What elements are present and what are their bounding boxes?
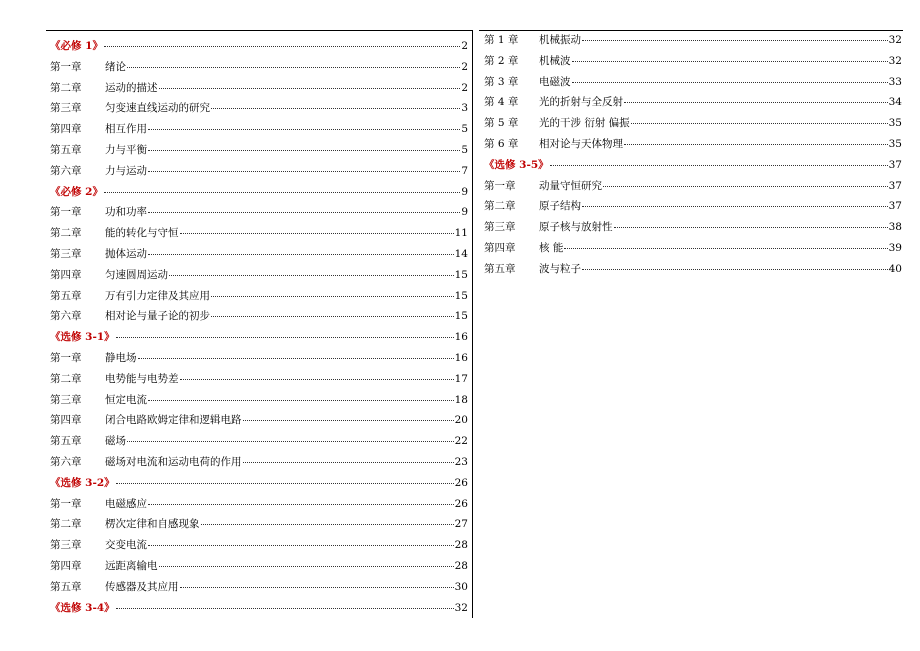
toc-section-entry[interactable] [484, 155, 902, 176]
chapter-title: 抛体运动 [105, 247, 147, 260]
toc-left-column [50, 36, 468, 618]
dot-leader [201, 524, 454, 525]
chapter-number: 第一章 [50, 206, 82, 219]
dot-leader [169, 275, 454, 276]
dot-leader [148, 504, 454, 505]
page-number: 23 [454, 455, 468, 468]
page-number: 26 [454, 476, 468, 489]
toc-chapter-entry[interactable] [50, 369, 468, 390]
page-number: 9 [461, 206, 468, 219]
chapter-number: 第一章 [50, 497, 82, 510]
chapter-number: 第四章 [50, 123, 82, 136]
dot-leader [211, 108, 460, 109]
chapter-title: 力与运动 [105, 164, 147, 177]
dot-leader [127, 441, 454, 442]
chapter-number: 第四章 [50, 268, 82, 281]
toc-chapter-entry[interactable] [50, 410, 468, 431]
chapter-title: 远距离输电 [105, 559, 158, 572]
chapter-number: 第一章 [484, 179, 516, 192]
chapter-title: 原子结构 [539, 200, 581, 213]
page-number: 14 [454, 247, 468, 260]
toc-chapter-entry[interactable] [484, 259, 902, 280]
dot-leader [603, 186, 888, 187]
toc-chapter-entry[interactable] [484, 134, 902, 155]
toc-chapter-entry[interactable] [50, 140, 468, 161]
toc-chapter-entry[interactable] [50, 494, 468, 515]
dot-leader [180, 587, 454, 588]
page-number: 2 [461, 81, 468, 94]
dot-leader [127, 67, 460, 68]
page-number: 37 [888, 200, 902, 213]
dot-leader [159, 88, 461, 89]
dot-leader [582, 269, 888, 270]
chapter-title: 匀速圆周运动 [105, 268, 168, 281]
toc-chapter-entry[interactable] [50, 431, 468, 452]
dot-leader [148, 150, 460, 151]
chapter-title: 传感器及其应用 [105, 580, 179, 593]
chapter-number: 第五章 [50, 580, 82, 593]
chapter-number: 第 2 章 [484, 54, 519, 67]
chapter-number: 第三章 [50, 102, 82, 115]
chapter-title: 万有引力定律及其应用 [105, 289, 210, 302]
chapter-title: 磁场 [105, 435, 126, 448]
toc-chapter-entry[interactable] [50, 78, 468, 99]
chapter-title: 闭合电路欧姆定律和逻辑电路 [105, 414, 242, 427]
chapter-title: 相对论与量子论的初步 [105, 310, 210, 323]
chapter-title: 绪论 [105, 60, 126, 73]
section-title: 《选修 3-1》 [50, 331, 115, 344]
dot-leader [211, 296, 454, 297]
chapter-number: 第三章 [50, 539, 82, 552]
chapter-number: 第五章 [50, 143, 82, 156]
chapter-number: 第三章 [50, 393, 82, 406]
toc-section-entry[interactable] [50, 327, 468, 348]
chapter-title: 原子核与放射性 [539, 221, 613, 234]
dot-leader [550, 165, 888, 166]
dot-leader [243, 462, 454, 463]
toc-chapter-entry[interactable] [50, 98, 468, 119]
page-number: 2 [461, 40, 468, 52]
chapter-number: 第 5 章 [484, 117, 519, 130]
dot-leader [104, 192, 460, 193]
toc-chapter-entry[interactable] [484, 72, 902, 93]
chapter-title: 静电场 [105, 351, 137, 364]
dot-leader [582, 206, 888, 207]
chapter-title: 功和功率 [105, 206, 147, 219]
chapter-number: 第 3 章 [484, 75, 519, 88]
chapter-number: 第二章 [484, 200, 516, 213]
page-number: 28 [454, 559, 468, 572]
toc-chapter-entry[interactable] [50, 161, 468, 182]
dot-leader [564, 248, 887, 249]
page-number: 5 [461, 123, 468, 136]
page-number: 18 [454, 393, 468, 406]
page-number: 35 [888, 117, 902, 130]
section-title: 《选修 3-2》 [50, 476, 115, 489]
chapter-number: 第三章 [50, 247, 82, 260]
page-number: 3 [461, 102, 468, 115]
chapter-title: 运动的描述 [105, 81, 158, 94]
page-number: 20 [454, 414, 468, 427]
toc-section-entry[interactable] [50, 598, 468, 619]
toc-chapter-entry[interactable] [50, 202, 468, 223]
chapter-number: 第 6 章 [484, 137, 519, 150]
toc-chapter-entry[interactable] [50, 306, 468, 327]
chapter-title: 力与平衡 [105, 143, 147, 156]
toc-chapter-entry[interactable] [484, 92, 902, 113]
page-number: 16 [454, 351, 468, 364]
dot-leader [148, 254, 454, 255]
chapter-title: 交变电流 [105, 539, 147, 552]
page-number: 32 [454, 601, 468, 614]
top-rule-left [46, 30, 472, 31]
page-number: 7 [461, 164, 468, 177]
toc-section-entry[interactable] [50, 182, 468, 203]
dot-leader [572, 82, 888, 83]
page-number: 30 [454, 580, 468, 593]
chapter-title: 相对论与天体物理 [539, 137, 623, 150]
chapter-number: 第一章 [50, 351, 82, 364]
toc-chapter-entry[interactable] [484, 238, 902, 259]
toc-chapter-entry[interactable] [50, 452, 468, 473]
toc-chapter-entry[interactable] [50, 223, 468, 244]
toc-chapter-entry[interactable] [50, 244, 468, 265]
chapter-title: 能的转化与守恒 [105, 227, 179, 240]
page-number: 15 [454, 289, 468, 302]
page-number: 37 [888, 179, 902, 192]
chapter-title: 电势能与电势差 [105, 372, 179, 385]
toc-chapter-entry[interactable] [50, 535, 468, 556]
toc-chapter-entry[interactable] [484, 113, 902, 134]
dot-leader [148, 129, 460, 130]
page-number: 16 [454, 331, 468, 344]
dot-leader [159, 566, 454, 567]
page-number: 9 [461, 185, 468, 198]
section-title: 《选修 3-5》 [484, 158, 549, 171]
chapter-title: 机械波 [539, 54, 571, 67]
dot-leader [614, 227, 888, 228]
chapter-number: 第二章 [50, 518, 82, 531]
chapter-number: 第四章 [484, 241, 516, 254]
dot-leader [148, 212, 460, 213]
toc-chapter-entry[interactable] [50, 390, 468, 411]
chapter-title: 机械振动 [539, 34, 581, 46]
chapter-title: 匀变速直线运动的研究 [105, 102, 210, 115]
chapter-number: 第六章 [50, 455, 82, 468]
chapter-number: 第四章 [50, 414, 82, 427]
chapter-number: 第二章 [50, 372, 82, 385]
section-title: 《必修 1》 [50, 40, 103, 52]
dot-leader [624, 144, 888, 145]
dot-leader [572, 61, 888, 62]
page-number: 11 [454, 227, 468, 240]
column-divider [472, 30, 473, 618]
dot-leader [116, 483, 454, 484]
chapter-number: 第四章 [50, 559, 82, 572]
dot-leader [211, 316, 454, 317]
page-number: 32 [888, 34, 902, 46]
toc-chapter-entry[interactable] [50, 57, 468, 78]
page-number: 5 [461, 143, 468, 156]
chapter-title: 核 能 [539, 241, 564, 254]
dot-leader [180, 233, 454, 234]
chapter-title: 相互作用 [105, 123, 147, 136]
chapter-number: 第三章 [484, 221, 516, 234]
chapter-number: 第 4 章 [484, 96, 519, 109]
page-number: 32 [888, 54, 902, 67]
toc-chapter-entry[interactable] [484, 217, 902, 238]
dot-leader [243, 420, 454, 421]
toc-right-column [484, 30, 902, 280]
chapter-title: 磁场对电流和运动电荷的作用 [105, 455, 242, 468]
dot-leader [624, 102, 888, 103]
page-number: 26 [454, 497, 468, 510]
chapter-title: 动量守恒研究 [539, 179, 602, 192]
toc-chapter-entry[interactable] [484, 176, 902, 197]
toc-section-entry[interactable] [50, 36, 468, 57]
chapter-number: 第二章 [50, 227, 82, 240]
dot-leader [631, 123, 888, 124]
page-number: 28 [454, 539, 468, 552]
dot-leader [148, 171, 460, 172]
toc-chapter-entry[interactable] [484, 51, 902, 72]
chapter-number: 第六章 [50, 164, 82, 177]
page-number: 27 [454, 518, 468, 531]
dot-leader [104, 46, 460, 47]
chapter-title: 光的干涉 衍射 偏振 [539, 117, 630, 130]
chapter-number: 第六章 [50, 310, 82, 323]
page-number: 39 [888, 241, 902, 254]
chapter-number: 第五章 [50, 289, 82, 302]
page-number: 35 [888, 137, 902, 150]
toc-chapter-entry[interactable] [484, 196, 902, 217]
toc-chapter-entry[interactable] [50, 119, 468, 140]
chapter-title: 电磁波 [539, 75, 571, 88]
dot-leader [582, 40, 888, 41]
page-number: 34 [888, 96, 902, 109]
chapter-number: 第二章 [50, 81, 82, 94]
toc-chapter-entry[interactable] [50, 348, 468, 369]
page-number: 2 [461, 60, 468, 73]
toc-chapter-entry[interactable] [50, 286, 468, 307]
chapter-number: 第一章 [50, 60, 82, 73]
page-number: 33 [888, 75, 902, 88]
dot-leader [116, 608, 454, 609]
dot-leader [148, 400, 454, 401]
toc-chapter-entry[interactable] [50, 556, 468, 577]
dot-leader [180, 379, 454, 380]
chapter-number: 第 1 章 [484, 34, 519, 46]
page-number: 22 [454, 435, 468, 448]
dot-leader [148, 545, 454, 546]
page-number: 15 [454, 268, 468, 281]
toc-chapter-entry[interactable] [50, 514, 468, 535]
chapter-title: 楞次定律和自感现象 [105, 518, 200, 531]
chapter-title: 波与粒子 [539, 262, 581, 275]
toc-section-entry[interactable] [50, 473, 468, 494]
page-number: 17 [454, 372, 468, 385]
dot-leader [116, 337, 454, 338]
toc-chapter-entry[interactable] [50, 577, 468, 598]
page-number: 38 [888, 221, 902, 234]
page-number: 15 [454, 310, 468, 323]
toc-chapter-entry[interactable] [484, 30, 902, 51]
chapter-title: 电磁感应 [105, 497, 147, 510]
page-number: 40 [888, 262, 902, 275]
page-number: 37 [888, 158, 902, 171]
chapter-title: 光的折射与全反射 [539, 96, 623, 109]
section-title: 《必修 2》 [50, 185, 103, 198]
chapter-number: 第五章 [50, 435, 82, 448]
chapter-title: 恒定电流 [105, 393, 147, 406]
dot-leader [138, 358, 454, 359]
toc-chapter-entry[interactable] [50, 265, 468, 286]
section-title: 《选修 3-4》 [50, 601, 115, 614]
chapter-number: 第五章 [484, 262, 516, 275]
